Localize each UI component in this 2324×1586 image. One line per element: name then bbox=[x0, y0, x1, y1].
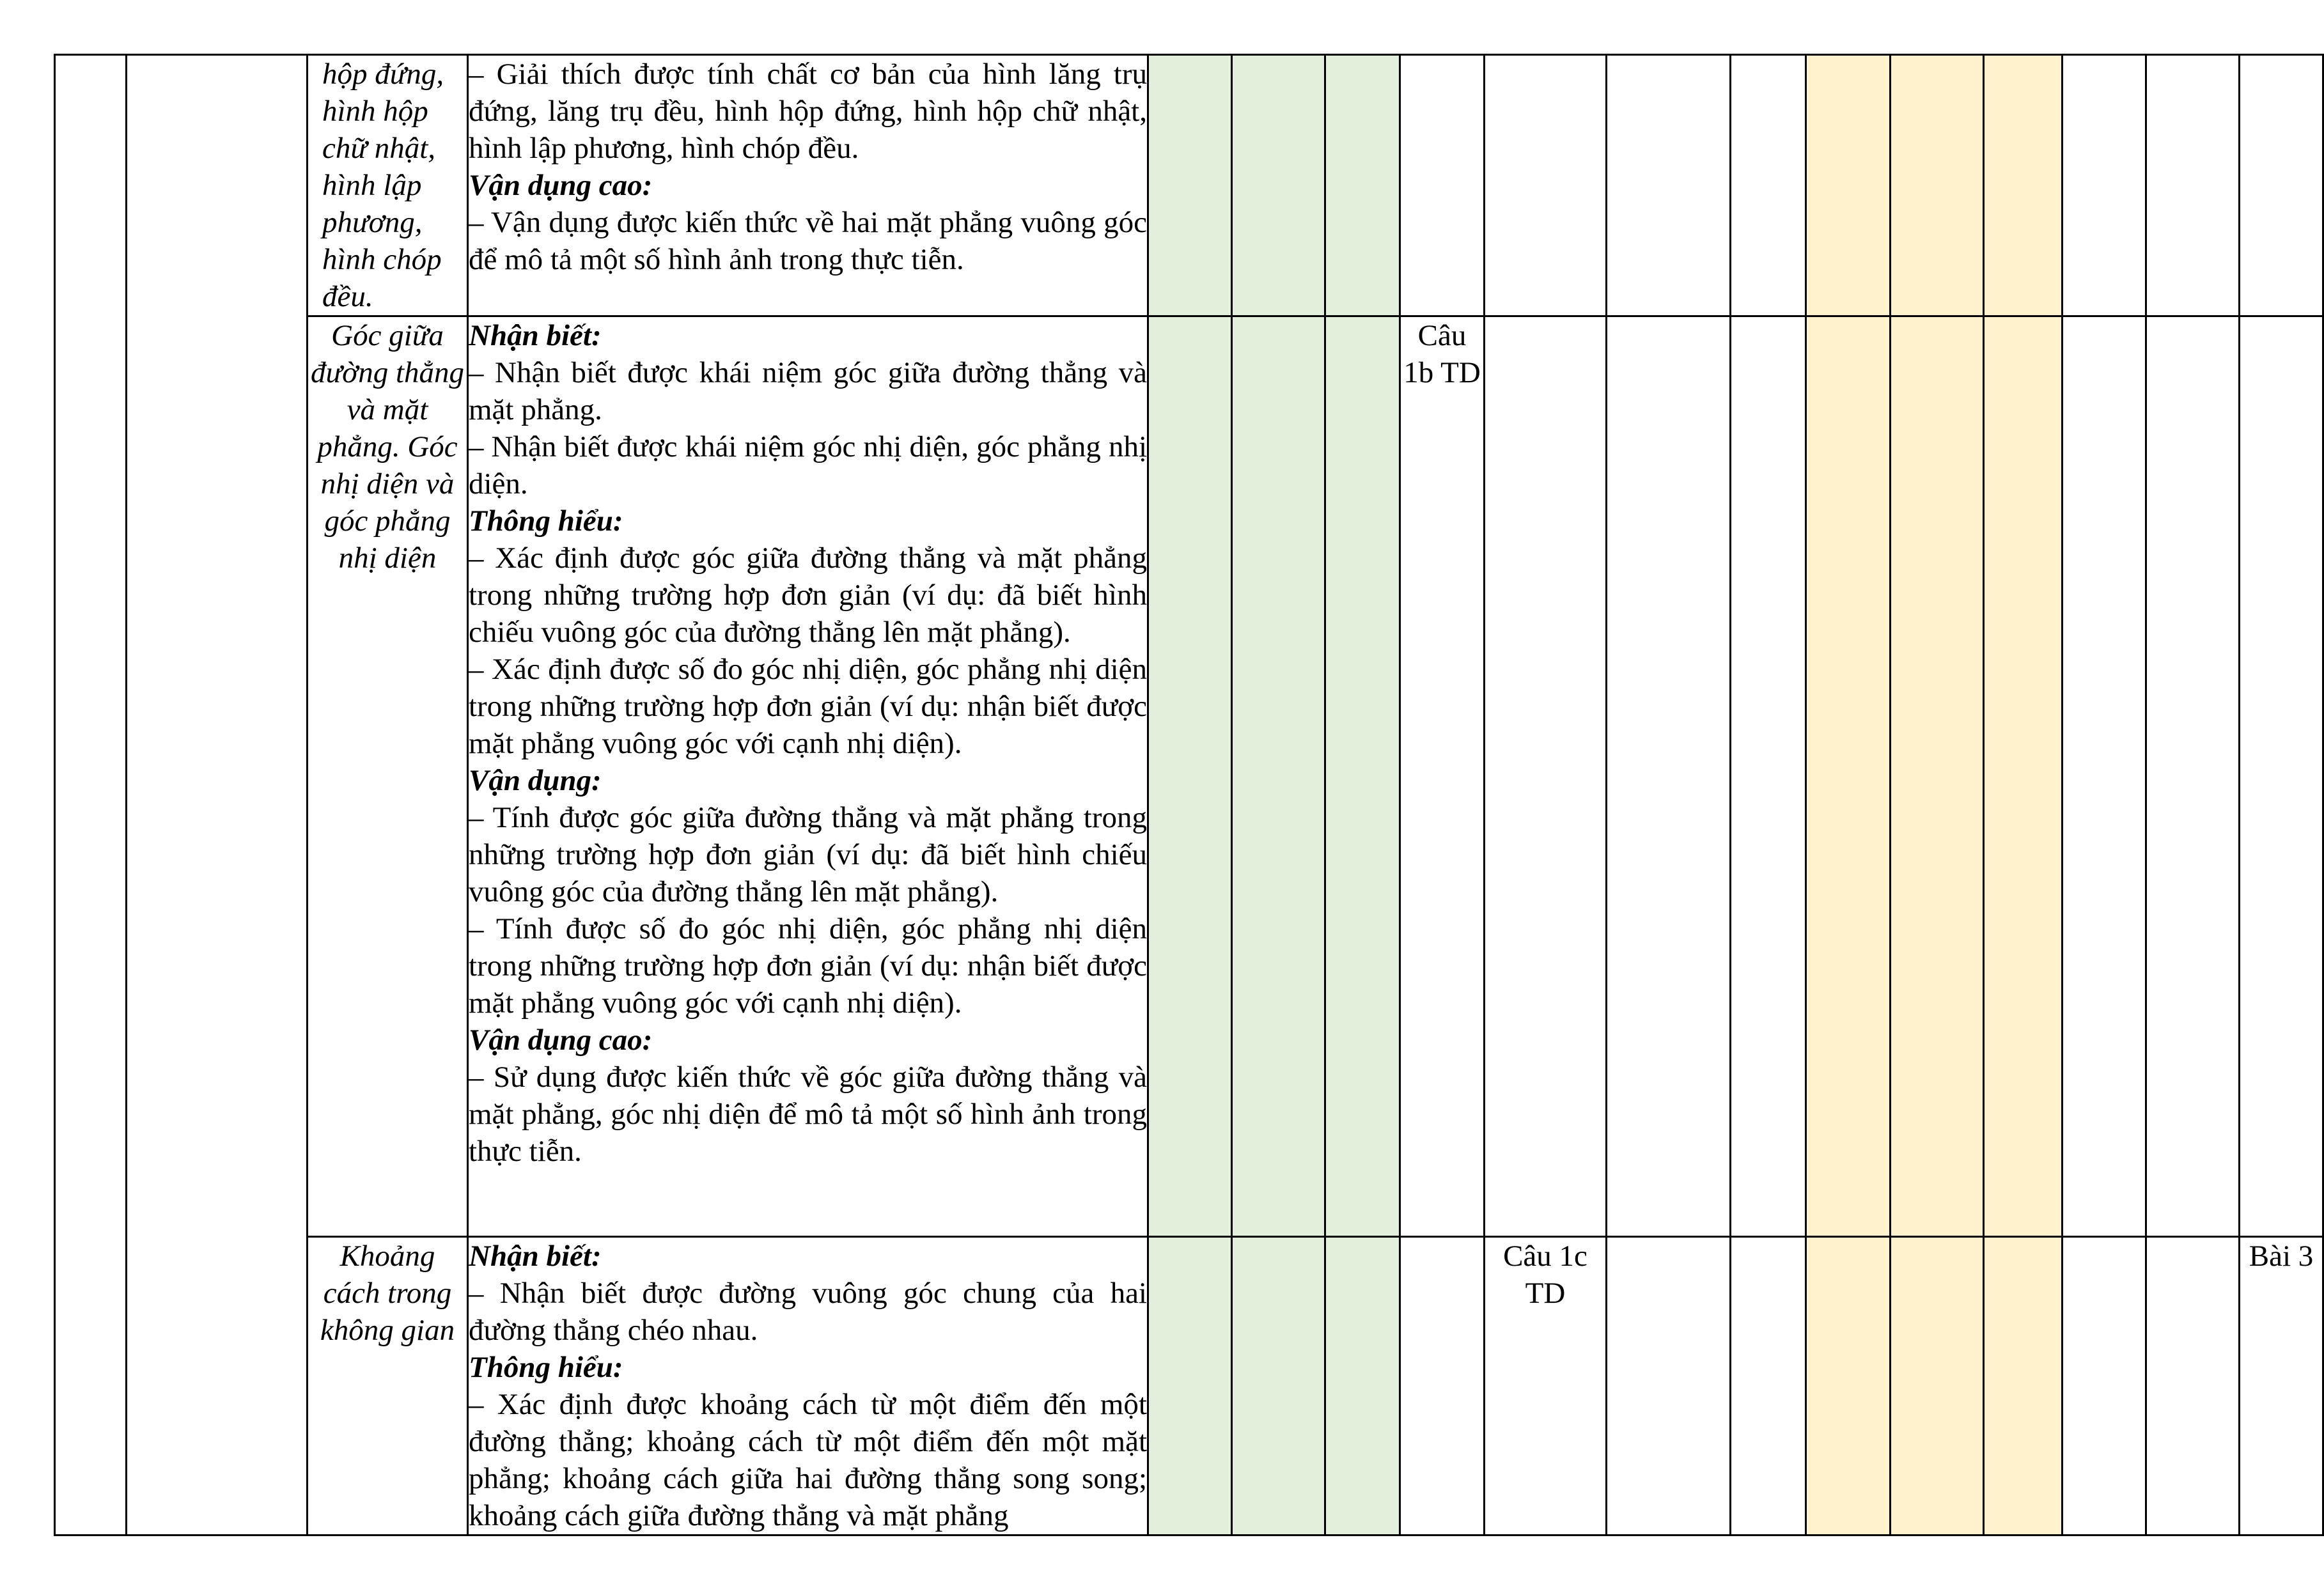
question-cell bbox=[1607, 316, 1731, 1237]
count-cell bbox=[1325, 316, 1400, 1237]
requirement-cell bbox=[468, 55, 1148, 316]
question-cell bbox=[2063, 1237, 2146, 1535]
question-cell bbox=[1731, 55, 1806, 316]
question-cell bbox=[2146, 316, 2240, 1237]
question-cell bbox=[1485, 55, 1607, 316]
count-cell bbox=[1891, 316, 1984, 1237]
count-cell bbox=[1806, 316, 1891, 1237]
requirement-line: – Xác định được số đo góc nhị diện, góc phẳng nhị diện trong những trường hợp đơn giản (ví dụ: nhận biết được mặt phẳng vuông góc với cạnh nhị diện). bbox=[469, 653, 1147, 760]
count-cell bbox=[1891, 55, 1984, 316]
question-cell bbox=[1607, 1237, 1731, 1535]
requirement-line: – Xác định được góc giữa đường thẳng và mặt phẳng trong những trường hợp đơn giản (ví dụ: đã biết hình chiếu vuông góc của đường thẳng lên mặt phẳng). bbox=[469, 541, 1147, 649]
count-cell bbox=[1984, 1237, 2063, 1535]
level-heading: Nhận biết: bbox=[469, 319, 602, 352]
level-heading: Vận dụng: bbox=[469, 764, 602, 797]
requirement-line: – Giải thích được tính chất cơ bản của hình lăng trụ đứng, lăng trụ đều, hình hộp đứng, hình hộp chữ nhật, hình lập phương, hình chóp đều. bbox=[469, 58, 1147, 165]
count-cell bbox=[1148, 316, 1232, 1237]
question-cell bbox=[2240, 55, 2323, 316]
question-cell bbox=[1485, 316, 1607, 1237]
count-cell bbox=[1984, 316, 2063, 1237]
table-row bbox=[55, 316, 2323, 1237]
requirement-line: – Tính được số đo góc nhị diện, góc phẳng nhị diện trong những trường hợp đơn giản (ví dụ: nhận biết được mặt phẳng vuông góc với cạnh nhị diện). bbox=[469, 912, 1147, 1020]
question-cell bbox=[1400, 1237, 1485, 1535]
requirement-line: – Xác định được khoảng cách từ một điểm đến một đường thẳng; khoảng cách từ một điểm đến một mặt phẳng; khoảng cách giữa hai đường thẳng song song; khoảng cách giữa đường thẳng và mặt phẳng bbox=[469, 1388, 1147, 1532]
question-cell bbox=[2146, 55, 2240, 316]
question-cell: Câu 1b TD bbox=[1400, 316, 1485, 1237]
assessment-matrix-table bbox=[54, 54, 2324, 1536]
requirement-line: – Sử dụng được kiến thức về góc giữa đường thẳng và mặt phẳng, góc nhị diện để mô tả một số hình ảnh trong thực tiễn. bbox=[469, 1061, 1147, 1168]
level-heading: Vận dụng cao: bbox=[469, 1023, 653, 1057]
level-heading: Thông hiểu: bbox=[469, 504, 623, 538]
count-cell bbox=[1232, 55, 1325, 316]
count-cell bbox=[1984, 55, 2063, 316]
requirement-line: – Nhận biết được khái niệm góc nhị diện, góc phẳng nhị diện. bbox=[469, 430, 1147, 501]
question-cell bbox=[1731, 1237, 1806, 1535]
requirement-line: – Nhận biết được khái niệm góc giữa đường thẳng và mặt phẳng. bbox=[469, 356, 1147, 426]
question-cell bbox=[2063, 55, 2146, 316]
table-row bbox=[55, 55, 2323, 316]
question-cell bbox=[1400, 55, 1485, 316]
count-cell bbox=[1806, 55, 1891, 316]
question-cell bbox=[1731, 316, 1806, 1237]
content-unit-cell: hộp đứng, hình hộp chữ nhật, hình lập phương, hình chóp đều. bbox=[308, 55, 468, 316]
level-heading: Thông hiểu: bbox=[469, 1351, 623, 1384]
count-cell bbox=[1148, 1237, 1232, 1535]
count-cell bbox=[1806, 1237, 1891, 1535]
count-cell bbox=[1232, 1237, 1325, 1535]
index-cell bbox=[55, 55, 127, 1535]
level-heading: Nhận biết: bbox=[469, 1240, 602, 1273]
question-cell bbox=[1607, 55, 1731, 316]
question-cell: Bài 3 bbox=[2240, 1237, 2323, 1535]
question-cell bbox=[2146, 1237, 2240, 1535]
level-heading: Vận dụng cao: bbox=[469, 169, 653, 202]
question-cell bbox=[2240, 316, 2323, 1237]
count-cell bbox=[1325, 1237, 1400, 1535]
count-cell bbox=[1891, 1237, 1984, 1535]
requirement-line: – Tính được góc giữa đường thẳng và mặt phẳng trong những trường hợp đơn giản (ví dụ: đã biết hình chiếu vuông góc của đường thẳng lên mặt phẳng). bbox=[469, 801, 1147, 908]
count-cell bbox=[1148, 55, 1232, 316]
count-cell bbox=[1325, 55, 1400, 316]
content-unit-cell: Khoảng cách trong không gian bbox=[308, 1237, 468, 1535]
requirement-cell bbox=[468, 1237, 1148, 1535]
count-cell bbox=[1232, 316, 1325, 1237]
requirement-line: – Vận dụng được kiến thức về hai mặt phẳng vuông góc để mô tả một số hình ảnh trong thực tiễn. bbox=[469, 206, 1147, 276]
question-cell: Câu 1c TD bbox=[1485, 1237, 1607, 1535]
question-cell bbox=[2063, 316, 2146, 1237]
requirement-line: – Nhận biết được đường vuông góc chung của hai đường thẳng chéo nhau. bbox=[469, 1277, 1147, 1347]
chapter-cell bbox=[127, 55, 308, 1535]
content-unit-cell: Góc giữa đường thẳng và mặt phẳng. Góc nhị diện và góc phẳng nhị diện bbox=[308, 316, 468, 1237]
requirement-cell bbox=[468, 316, 1148, 1237]
table-row bbox=[55, 1237, 2323, 1535]
